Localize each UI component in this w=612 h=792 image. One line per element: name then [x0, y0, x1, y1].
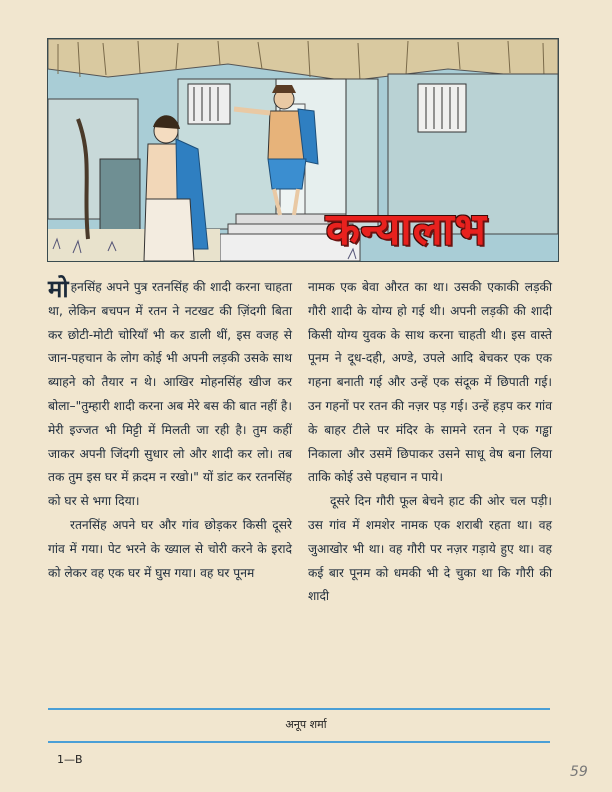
- story-title: कन्यालाभ: [326, 204, 487, 255]
- footer-rule-bottom: [48, 741, 550, 743]
- story-column-left: [48, 276, 292, 585]
- handwritten-page-number: 59: [570, 764, 588, 780]
- story-paragraph: नामक एक बेवा औरत का था। उसकी एकाकी लड़की गौरी शादी के योग्य हो गई थी। अपनी लड़की की शादी किसी योग्य युवक के साथ करना चाहती थी। इस वास्ते पूनम ने दूध-दही, अण्डे, उपले आदि बेचकर एक एक गहना बनाती गई और उन्हें एक संदूक में छिपाती गई। उन गहनों पर रतन की नज़र पड़ गई। उन्हें हड़प कर गांव के बाहर टीले पर मंदिर के सामने रतन ने एक गड्ढा निकाला और उसमें छिपाकर उसने साधू वेष बना लिया ताकि कोई उसे पहचान न पाये।: [308, 280, 552, 485]
- author-name: अनूप शर्मा: [285, 718, 327, 731]
- story-paragraph: [48, 276, 292, 514]
- story-paragraph: रतनसिंह अपने घर और गांव छोड़कर किसी दूसरे गांव में गया। पेट भरने के ख्याल से चोरी करने के इरादे को लेकर वह एक घर में घुस गया। वह घर पूनम: [48, 517, 292, 580]
- story-text: हनसिंह अपने पुत्र रतनसिंह की शादी करना चाहता था, लेकिन बचपन में रतन ने नटखट की ज़िंदगी बिता कर छोटी-मोटी चोरियाँ भी कर डाली थीं, इस वजह से जान-पहचान के लोग कोई भी अपनी लड़की उसके साथ ब्याहने को तैयार न थे। आखिर मोहनसिंह खीज कर बोला–"तुम्हारी शादी करना अब मेरे बस की बात नहीं है। मेरी इज्जत भी मिट्टी में मिलती जा रही है। तुम कहीं जाकर अपनी जिंदगी सुधार लो और शादी कर लो। तब तक तुम इस घर में क़दम न रखो।" यों डांट कर रतनसिंह को घर से भगा दिया।: [48, 280, 292, 509]
- story-paragraph: दूसरे दिन गौरी फूल बेचने हाट की ओर चल पड़ी। उस गांव में शमशेर नामक एक शराबी रहता था। वह जुआखोर भी था। वह गौरी पर नज़र गड़ाये हुए था। वह कई बार पूनम को धमकी भी दे चुका था कि गौरी की शादी: [308, 494, 552, 604]
- footer-rule-top: [48, 708, 550, 710]
- story-column-right: [308, 276, 552, 609]
- page-number: 1—B: [57, 753, 83, 766]
- drop-cap: मो: [48, 275, 69, 303]
